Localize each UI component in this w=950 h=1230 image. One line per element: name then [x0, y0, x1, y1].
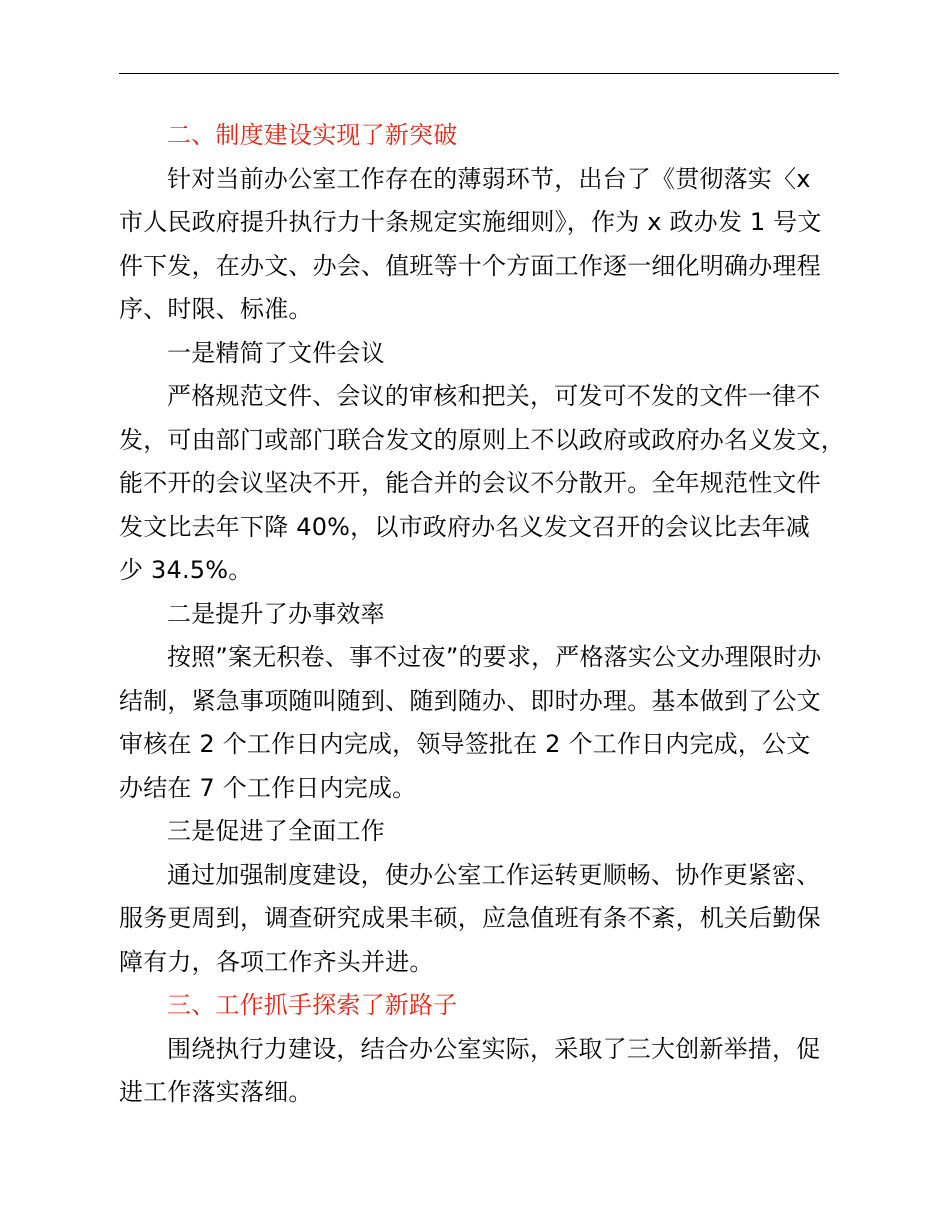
section-heading-2: 二、制度建设实现了新突破	[167, 121, 458, 149]
paragraph-line: 按照”案无积卷、事不过夜”的要求，严格落实公文办理限时办	[167, 643, 822, 671]
subheading-3: 三是促进了全面工作	[167, 817, 385, 845]
paragraph-line: 结制，紧急事项随叫随到、随到随办、即时办理。基本做到了公文	[119, 686, 821, 715]
paragraph-line: 服务更周到，调查研究成果丰硕，应急值班有条不紊，机关后勤保	[119, 904, 821, 932]
paragraph-line: 进工作落实落细。	[119, 1078, 313, 1106]
section-heading-3: 三、工作抓手探索了新路子	[167, 991, 458, 1019]
paragraph-line: 件下发，在办文、办会、值班等十个方面工作逐一细化明确办理程	[119, 251, 821, 280]
paragraph-line: 严格规范文件、会议的审核和把关，可发可不发的文件一律不	[167, 382, 821, 410]
paragraph-line: 序、时限、标准。	[119, 295, 313, 323]
paragraph-line: 针对当前办公室工作存在的薄弱环节，出台了《贯彻落实〈x	[167, 164, 811, 193]
paragraph-line: 障有力，各项工作齐头并进。	[119, 947, 434, 976]
paragraph-line: 少 34.5%。	[119, 556, 253, 584]
paragraph-line: 围绕执行力建设，结合办公室实际，采取了三大创新举措，促	[167, 1034, 821, 1063]
subheading-1: 一是精简了文件会议	[167, 338, 385, 367]
paragraph-line: 市人民政府提升执行力十条规定实施细则》，作为 x 政办发 1 号文	[119, 208, 822, 236]
paragraph-line: 发文比去年下降 40%，以市政府办名义发文召开的会议比去年减	[119, 512, 810, 541]
paragraph-line: 能不开的会议坚决不开，能合并的会议不分散开。全年规范性文件	[119, 469, 821, 497]
header-rule	[119, 73, 839, 74]
paragraph-line: 审核在 2 个工作日内完成，领导签批在 2 个工作日内完成，公文	[119, 730, 811, 758]
paragraph-line: 办结在 7 个工作日内完成。	[119, 773, 417, 802]
paragraph-line: 通过加强制度建设，使办公室工作运转更顺畅、协作更紧密、	[167, 860, 821, 889]
document-body	[119, 114, 845, 1115]
paragraph-line: 发，可由部门或部门联合发文的原则上不以政府或政府办名义发文，	[119, 425, 845, 454]
subheading-2: 二是提升了办事效率	[167, 599, 385, 628]
